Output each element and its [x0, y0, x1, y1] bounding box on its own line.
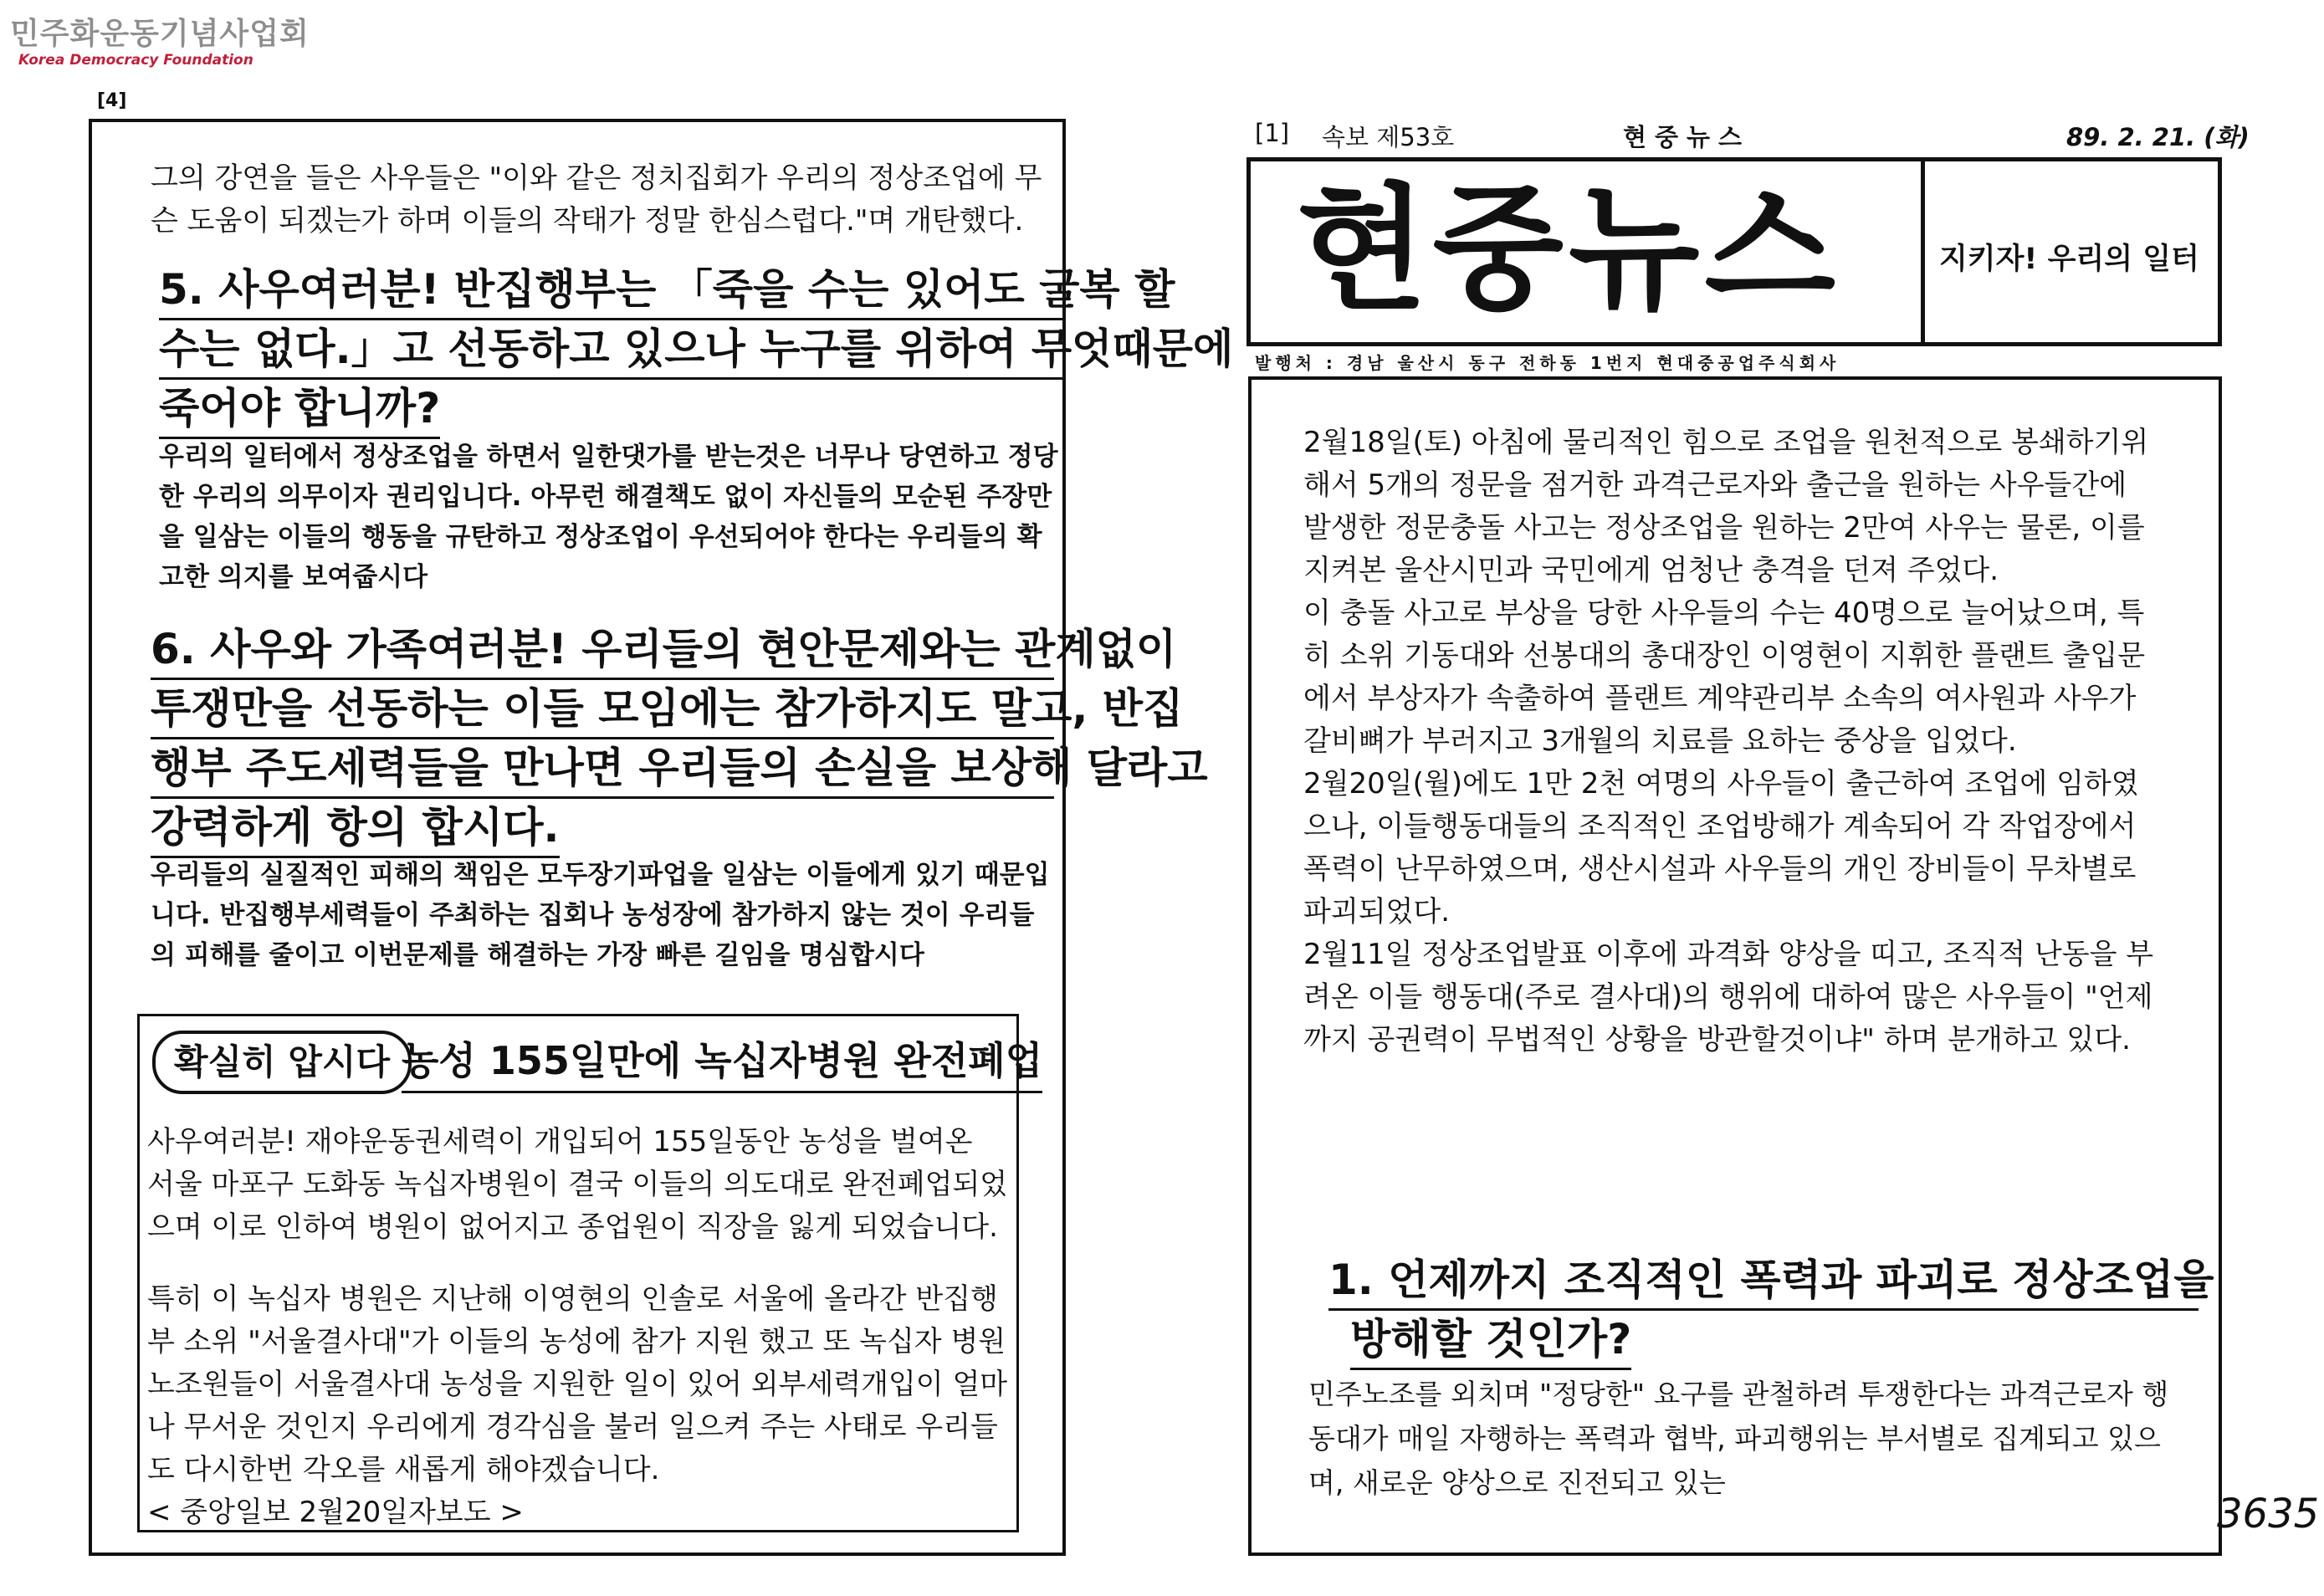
masthead-divider [1921, 157, 1925, 346]
archive-stamp: 3635 [2217, 1491, 2320, 1537]
issue-number: 속보 제53호 [1322, 123, 1455, 151]
section5-heading [159, 261, 1234, 439]
news-box-paragraph [147, 1278, 1009, 1534]
news-box-badge: 확실히 압시다 [152, 1031, 412, 1094]
masthead-slogan: 지키자! 우리의 일터 [1939, 243, 2199, 276]
section1-body: 민주노조를 외치며 "정당한" 요구를 관철하려 투쟁한다는 과격근로자 행동대가 매일 자행하는 폭력과 협박, 파괴행위는 부서별로 집계되고 있으며, 새로운 양상으로 진전되고 있는 [1308, 1378, 2169, 1499]
section1-heading [1328, 1251, 2214, 1370]
publisher-line: 발행처 : 경남 울산시 동구 전하동 1번지 현대중공업주식회사 [1255, 353, 1840, 373]
lead-story-paragraph: 2월20일(월)에도 1만 2천 여명의 사우들이 출근하여 조업에 임하였으나, 이들행동대들의 조직적인 조업방해가 계속되어 각 작업장에서 폭력이 난무하였으며, 생산시설과 사우들의 개인 장비들이 무차별로 파괴되었다. [1303, 767, 2139, 928]
watermark-org-name-en: Korea Democracy Foundation [18, 52, 253, 69]
lead-story [1303, 422, 2157, 1061]
news-box-source: < 중앙일보 2월20일자보도 > [147, 1496, 524, 1529]
section1-heading-line: 1. 언제까지 조직적인 폭력과 파괴로 정상조업을 [1328, 1251, 2199, 1311]
watermark-org-name: 민주화운동기념사업회 [10, 17, 310, 51]
section6-heading-line: 6. 사우와 가족여러분! 우리들의 현안문제와는 관계없이 [151, 621, 1054, 680]
section6-heading-line: 투쟁만을 선동하는 이들 모임에는 참가하지도 말고, 반집 [151, 680, 1054, 739]
section6-body: 우리들의 실질적인 피해의 책임은 모두장기파업을 일삼는 이들에게 있기 때문입니다. 반집행부세력들이 주최하는 집회나 농성장에 참가하지 않는 것이 우리들의 피해를 줄이고 이번문제를 해결하는 가장 빠른 길임을 명심합시다 [151, 860, 1050, 970]
section5-heading-line: 수는 없다.」고 선동하고 있으나 누구를 위하여 무엇때문에 [159, 320, 1062, 380]
news-box-title: 농성 155일만에 녹십자병원 완전폐업 [402, 1031, 1042, 1093]
section5-heading-line: 5. 사우여러분! 반집행부는 「죽을 수는 있어도 굴복 할 [159, 261, 1062, 320]
lead-story-paragraph: 이 충돌 사고로 부상을 당한 사우들의 수는 40명으로 늘어났으며, 특히 소위 기동대와 선봉대의 총대장인 이영현이 지휘한 플랜트 출입문에서 부상자가 속출하여 플랜트 계약관리부 소속의 여사원과 사우가 갈비뼈가 부러지고 3개월의 치료를 요하는 중상을 입었다. [1303, 596, 2146, 758]
masthead-title: 현중뉴스 [1297, 171, 1840, 329]
section6-heading-line: 행부 주도세력들을 만나면 우리들의 손실을 보상해 달라고 [151, 739, 1054, 799]
section6-heading [151, 621, 1208, 858]
section1-heading-line: 방해할 것인가? [1350, 1311, 1631, 1370]
news-box-paragraph: 사우여러분! 재야운동권세력이 개입되어 155일동안 농성을 벌여온 서울 마포구 도화동 녹십자병원이 결국 이들의 의도대로 완전폐업되었으며 이로 인하여 병원이 없어지고 종업원이 직장을 잃게 되었습니다. [147, 1125, 1008, 1244]
paper-name-small: 현중뉴스 [1623, 123, 1751, 151]
right-page-number: [1] [1255, 119, 1290, 147]
section5-heading-line: 죽어야 합니까? [159, 380, 440, 439]
lead-story-paragraph: 2월18일(토) 아침에 물리적인 힘으로 조업을 원천적으로 봉쇄하기위해서 5개의 정문을 점거한 과격근로자와 출근을 원하는 사우들간에 발생한 정문충돌 사고는 정상조업을 원하는 2만여 사우는 물론, 이를 지켜본 울산시민과 국민에게 엄청난 충격을 던져 주었다. [1303, 426, 2149, 587]
left-page-number: [4] [97, 90, 127, 111]
left-intro-paragraph: 그의 강연을 들은 사우들은 "이와 같은 정치집회가 우리의 정상조업에 무슨 도움이 되겠는가 하며 이들의 작태가 정말 한심스럽다."며 개탄했다. [151, 161, 1042, 238]
news-box-paragraph-text: 특히 이 녹십자 병원은 지난해 이영현의 인솔로 서울에 올라간 반집행부 소위 "서울결사대"가 이들의 농성에 참가 지원 했고 또 녹십자 병원 노조원들이 서울결사대 농성을 지원한 일이 있어 외부세력개입이 얼마나 무서운 것인지 우리에게 경각심을 불러 일으켜 주는 사태로 우리들도 다시한번 각오를 새롭게 해야겠습니다. [147, 1282, 1008, 1486]
issue-date: 89. 2. 21. (화) [2066, 123, 2250, 151]
lead-story-paragraph: 2월11일 정상조업발표 이후에 과격화 양상을 띠고, 조직적 난동을 부려온 이들 행동대(주로 결사대)의 행위에 대하여 많은 사우들이 "언제까지 공권력이 무법적인 상황을 방관할것이냐" 하며 분개하고 있다. [1303, 938, 2154, 1056]
section5-body: 우리의 일터에서 정상조업을 하면서 일한댓가를 받는것은 너무나 당연하고 정당한 우리의 의무이자 권리입니다. 아무런 해결책도 없이 자신들의 모순된 주장만을 일삼는 이들의 행동을 규탄하고 정상조업이 우선되어야 한다는 우리들의 확고한 의지를 보여줍시다 [159, 442, 1058, 592]
section6-heading-line: 강력하게 항의 합시다. [151, 799, 560, 858]
